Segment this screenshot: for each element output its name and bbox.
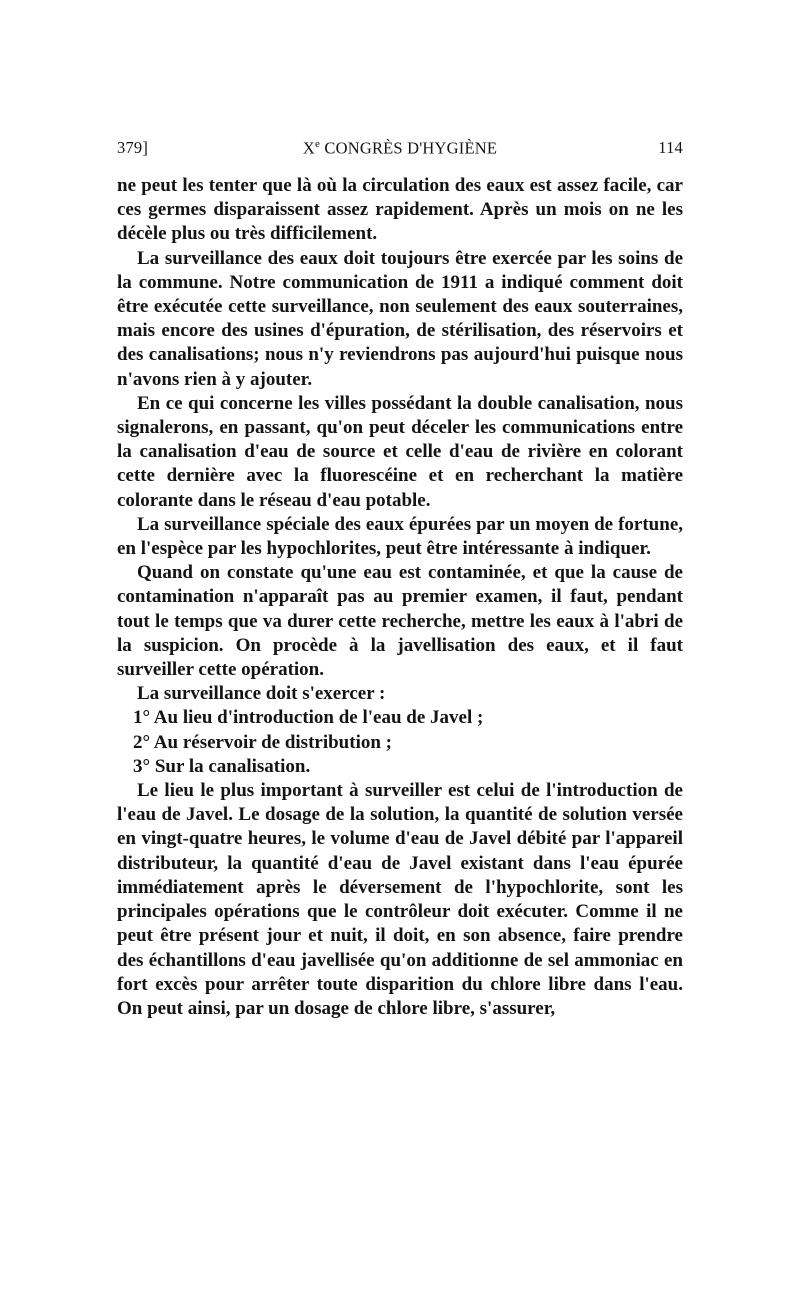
body-text bbox=[117, 174, 683, 1021]
paragraph: Quand on constate qu'une eau est contaminée, et que la cause de contamination n'apparaît pas au premier examen, il faut, pendant tout le temps que va durer cette recherche, mettre les eaux à l'abri de la suspicion. On procède à la javellisation des eaux, et il faut surveiller cette opération. bbox=[117, 562, 683, 681]
running-header bbox=[117, 138, 683, 164]
list-item: 3° Sur la canalisation. bbox=[133, 755, 311, 777]
page-reference: 379] bbox=[117, 138, 149, 157]
paragraph: En ce qui concerne les villes possédant la double canalisation, nous signalerons, en passant, qu'on peut déceler les communications entre la canalisation d'eau de source et celle d'eau de rivière en colorant cette dernière avec la fluorescéine et en recherchant la matière colorante dans le réseau d'eau potable. bbox=[117, 392, 683, 511]
paragraph: ne peut les tenter que là où la circulation des eaux est assez facile, car ces germes disparaissent assez rapidement. Après un mois on ne les décèle plus ou très difficilement. bbox=[117, 175, 683, 245]
paragraph: La surveillance des eaux doit toujours être exercée par les soins de la commune. Notre communication de 1911 a indiqué comment doit être exécutée cette surveillance, non seulement des eaux souterraines, mais encore des usines d'épuration, de stérilisation, des réservoirs et des canalisations; nous n'y reviendrons pas aujourd'hui puisque nous n'avons rien à y ajouter. bbox=[117, 247, 683, 390]
list-item: 2° Au réservoir de distribution ; bbox=[133, 731, 392, 753]
page-number: 114 bbox=[658, 138, 683, 157]
book-page bbox=[117, 138, 683, 1021]
paragraph: La surveillance doit s'exercer : bbox=[137, 683, 386, 705]
list-item: 1° Au lieu d'introduction de l'eau de Javel ; bbox=[133, 707, 484, 729]
paragraph: Le lieu le plus important à surveiller est celui de l'introduction de l'eau de Javel. Le dosage de la solution, la quantité de solution versée en vingt-quatre heures, le volume d'eau de Javel débité par l'appareil distributeur, la quantité d'eau de Javel existant dans l'eau épurée immédiatement après le déversement de l'hypochlorite, sont les principales opérations que le contrôleur doit exécuter. Comme il ne peut être présent jour et nuit, il doit, en son absence, faire prendre des échantillons d'eau javellisée qu'on additionne de sel ammoniac en fort excès pour arrêter toute disparition du chlore libre dans l'eau. On peut ainsi, par un dosage de chlore libre, s'assurer, bbox=[117, 780, 683, 1019]
paragraph: La surveillance spéciale des eaux épurées par un moyen de fortune, en l'espèce par les hypochlorites, peut être intéressante à indiquer. bbox=[117, 513, 683, 560]
running-title: Xe CONGRÈS D'HYGIÈNE bbox=[302, 138, 498, 158]
